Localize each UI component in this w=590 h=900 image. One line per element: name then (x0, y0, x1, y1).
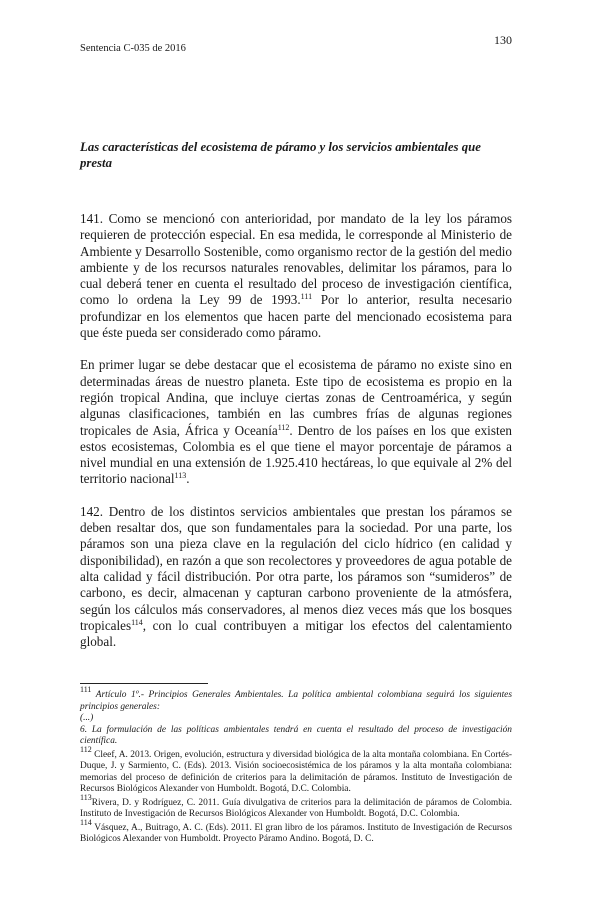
footnote-ref[interactable]: 112 (277, 422, 290, 432)
footnote (80, 817, 512, 846)
page-number: 130 (494, 33, 512, 47)
footnote-ref[interactable]: 114 (131, 617, 143, 627)
paragraph: 142. Dentro de los distintos servicios ambientales que prestan los páramos se deben resaltar dos, que son fundamentales para la sociedad. Por una parte, los páramos son una pieza clave en la regulación del ciclo hídrico (en calidad y disponibilidad), en razón a que son recolectores y proveedores de agua potable de alta calidad y fácil distribución. Por otra parte, los páramos son “sumideros” de carbono, es decir, almacenan y capturan carbono proveniente de la atmósfera, según los cálculos más conservadores, al menos diez veces más que los bosques tropicales$^{114}$, con lo cual contribuyen a mitigar los efectos del calentamiento global. (80, 503, 512, 650)
footnote-text: $^{112}$ Cleef, A. 2013. Origen, evolución, estructura y diversidad biológica de la alta montaña colombiana. En Cortés-Duque, J. y Sarmiento, C. (Eds). 2013. Visión socioecosistémica de los páramos y la alta montaña colombiana: memorias del proceso de definición de criterios para la delimitación de páramos. Instituto de Investigación de Recursos Biológicos Alexander von Humboldt. Bogotá, D.C. Colombia. (80, 744, 512, 794)
footnote-mark: 112 (80, 744, 92, 754)
footnote (80, 685, 512, 748)
main-content (80, 139, 512, 666)
body-paragraphs (80, 211, 512, 650)
footnote-text: $^{114}$ Vásquez, A., Buitrago, A. C. (Eds). 2011. El gran libro de los páramos. Instituto de Investigación de Recursos Biológicos Alexander von Humboldt. Proyecto Páramo Andino. Bogotá, D. C. (80, 817, 512, 844)
footnote-mark: 111 (80, 685, 92, 694)
footnote-ref[interactable]: 111 (300, 292, 313, 302)
footnote-text: 6. La formulación de las políticas ambientales tendrá en cuenta el resultado del proceso de investigación científica. (80, 724, 512, 746)
running-title: Sentencia C-035 de 2016 (80, 43, 186, 54)
section-title: Las características del ecosistema de páramo y los servicios ambientales que presta (80, 140, 481, 170)
footnote-text: $^{111}$ Artículo 1º.- Principios Generales Ambientales. La política ambiental colombiana seguirá los siguientes principios generales: (80, 685, 512, 712)
footnote-divider (80, 683, 208, 684)
paragraph: En primer lugar se debe destacar que el ecosistema de páramo no existe sino en determinadas áreas de nuestro planeta. Este tipo de ecosistema es propio en la región tropical Andina, que incluye ciertas zonas de Centroamérica, y según algunas clasificaciones, también en las cumbres frías de algunas regiones tropicales de Asia, África y Oceanía$^{112}$. Dentro de los países en los que existen estos ecosistemas, Colombia es el que tiene el mayor porcentaje de páramos a nivel mundial en una extensión de 1.925.410 hectáreas, lo que equivale al 2% del territorio nacional$^{113}$. (80, 357, 512, 487)
footnote-ref[interactable]: 113 (174, 471, 187, 481)
footnote (80, 792, 512, 821)
footnote-text: $^{113}$Rivera, D. y Rodríguez, C. 2011. Guía divulgativa de criterios para la delimitación de páramos de Colombia. Instituto de Investigación de Recursos Biológicos Alexander von Humboldt. Bogotá, D.C. Colombia. (80, 792, 512, 819)
paragraph: 141. Como se mencionó con anterioridad, por mandato de la ley los páramos requieren de protección especial. En esa medida, le corresponde al Ministerio de Ambiente y Desarrollo Sostenible, como organismo rector de la gestión del medio ambiente y de los recursos naturales renovables, delimitar los páramos, para lo cual deberá tener en cuenta el resultado del proceso de investigación científica, como lo ordena la Ley 99 de 1993.$^{111}$ Por lo anterior, resulta necesario profundizar en los elementos que hacen parte del mencionado ecosistema para que éste pueda ser considerado como páramo. (80, 211, 512, 341)
footnote-mark: 114 (80, 817, 92, 827)
footnote-mark: 113 (80, 792, 92, 802)
footnotes (80, 685, 512, 848)
footnote-text: (...) (80, 713, 94, 723)
footnote (80, 744, 512, 796)
